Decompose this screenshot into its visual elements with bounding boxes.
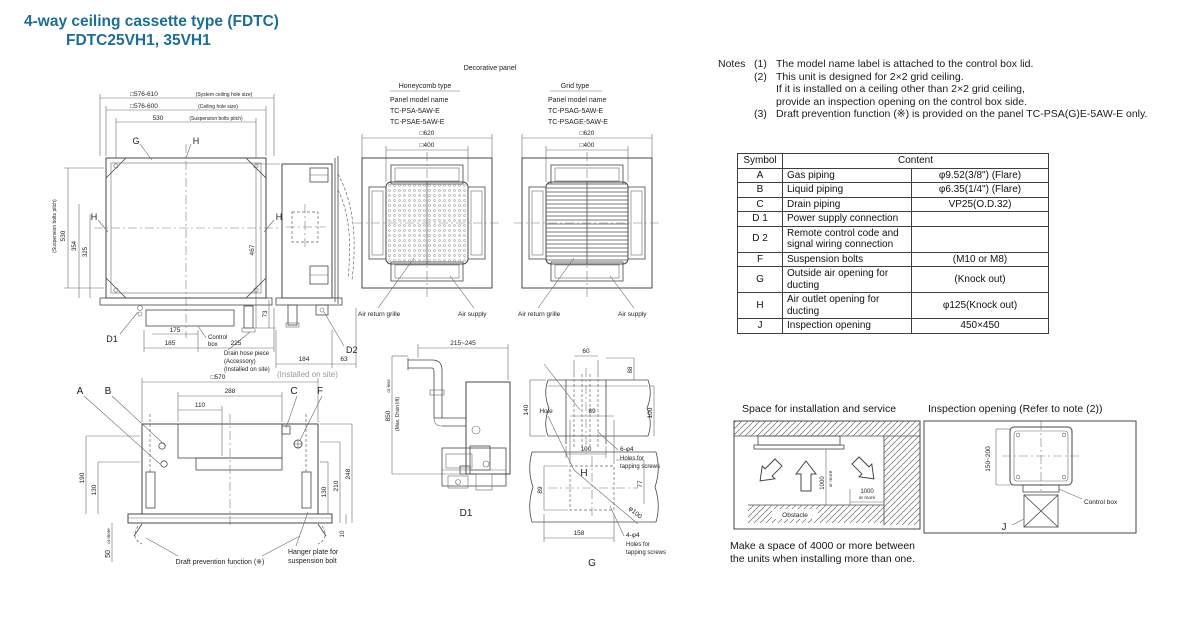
decorative-panel-drawing: [352, 58, 686, 350]
dim-850-note: (Max. Drain lift): [395, 397, 401, 431]
space-diagram-body: [734, 421, 920, 529]
note-1-text: The model name label is attached to the control box lid.: [776, 58, 1034, 70]
dim-185: 185: [164, 340, 176, 347]
symbol-cell: B: [738, 183, 783, 198]
decorative-panel-title: Decorative panel: [463, 65, 517, 72]
page-title: [24, 12, 279, 50]
honeycomb-air-return-label: Air return grille: [358, 311, 401, 318]
label-h-right: H: [275, 212, 283, 222]
dim-850: 850: [385, 410, 392, 422]
note-3-num: (3): [754, 108, 767, 121]
dim-88: 88: [628, 366, 634, 374]
honeycomb-model-label: Panel model name: [390, 97, 449, 104]
dim-system-ceiling-hole-note: (System ceiling hole size): [195, 92, 253, 98]
dim-77: 77: [637, 480, 644, 488]
symbol-cell: C: [738, 197, 783, 212]
symbol-cell: F: [738, 252, 783, 267]
grid-air-return-label: Air return grille: [518, 311, 561, 318]
note-2-text3: provide an inspection opening on the control box side.: [776, 95, 1028, 108]
dim-210: 210: [333, 480, 340, 492]
side-view-dimensions: [256, 164, 356, 368]
header-content: Content: [783, 154, 1049, 169]
honeycomb-air-supply-label: Air supply: [458, 311, 487, 318]
side-view-drawing: [246, 150, 368, 382]
dim-50: 50: [105, 550, 112, 558]
notes-block: [718, 58, 1147, 121]
honeycomb-dim-400: □400: [419, 142, 435, 149]
grid-model-2: TC-PSAGE-5AW-E: [548, 119, 608, 126]
dim-89-left: 89: [537, 486, 544, 494]
label-h-top: H: [192, 136, 200, 146]
dim-pitch-note: (Suspension bolts pitch): [189, 116, 243, 122]
note-3-text: Draft prevention function (※) is provided on the panel TC-PSA(G)E-5AW-E only.: [776, 108, 1148, 121]
name-cell: Gas piping: [783, 168, 912, 183]
arrow-left: [754, 456, 785, 487]
value-cell: φ125(Knock out): [912, 293, 1049, 319]
page-title-line1: 4-way ceiling cassette type (FDTC): [24, 13, 279, 30]
value-cell: (M10 or M8): [912, 252, 1049, 267]
note-2-cont2: [718, 96, 1147, 109]
d1-detail-label: D1: [459, 508, 473, 519]
space-diagram-caption: [730, 540, 915, 565]
h-section-label: H: [580, 468, 588, 479]
symbol-cell: G: [738, 267, 783, 293]
front-view-body: [128, 414, 332, 544]
honeycomb-model-1: TC-PSA-5AW-E: [390, 108, 440, 115]
symbol-cell: J: [738, 319, 783, 334]
front-view-drawing: [50, 366, 372, 574]
space-caption-line2: the units when installing more than one.: [730, 552, 916, 565]
inspection-diagram: [920, 417, 1140, 537]
label-b: B: [104, 386, 112, 397]
name-cell: Inspection opening: [783, 319, 912, 334]
dim-pitch-530: 530: [152, 115, 164, 122]
dim-175: 175: [169, 327, 181, 334]
dim-288: 288: [224, 388, 236, 395]
g-holes-count: 4-φ4: [626, 532, 640, 539]
label-drain-hose-1: Drain hose piece: [224, 351, 270, 357]
note-2-text2: If it is installed on a ceiling other than 2×2 grid ceiling,: [776, 83, 1025, 96]
value-cell: φ6.35(1/4") (Flare): [912, 183, 1049, 198]
symbol-cell: A: [738, 168, 783, 183]
obstacle-label: Obstacle: [782, 512, 808, 519]
label-draft-prevention: Draft prevention function (※): [175, 559, 265, 566]
label-hanger-1: Hanger plate for: [288, 549, 339, 556]
grid-panel: [514, 134, 660, 308]
name-cell: Drain piping: [783, 197, 912, 212]
symbol-content-table: [737, 153, 1049, 334]
dim-190: 190: [79, 472, 86, 484]
grid-model-1: TC-PSAG-5AW-E: [548, 108, 604, 115]
label-c: C: [290, 386, 298, 397]
dim-50-sub: or more: [106, 528, 111, 544]
dim-60: 60: [582, 348, 590, 355]
value-cell: 450×450: [912, 319, 1049, 334]
h-holes-text-2: tapping screws: [620, 464, 661, 470]
side-view-body: [276, 156, 354, 327]
inspection-diagram-body: [924, 421, 1136, 533]
dim-100-right: 100: [647, 407, 654, 419]
dim-130-left: 130: [91, 484, 98, 496]
honeycomb-model-2: TC-PSAE-5AW-E: [390, 119, 445, 126]
dim-89-top: 89: [588, 408, 596, 415]
note-2-cont: [718, 83, 1147, 96]
inspection-j-label: J: [1001, 522, 1007, 533]
label-drain-hose-3: (Installed on site): [224, 367, 270, 373]
space-dim-right-sub: or more: [858, 496, 876, 501]
table-row: [738, 319, 1049, 334]
g-section-label: G: [588, 558, 596, 569]
value-cell: φ9.52(3/8") (Flare): [912, 168, 1049, 183]
page-title-line2: FDTC25VH1, 35VH1: [66, 32, 211, 49]
dim-73: 73: [263, 310, 269, 318]
label-g: G: [132, 136, 140, 146]
inspection-control-box-label: Control box: [1084, 499, 1118, 506]
table-row: [738, 212, 1049, 227]
dim-184: 184: [298, 356, 310, 363]
inspection-diagram-title: Inspection opening (Refer to note (2)): [928, 403, 1103, 415]
h-holes-text-1: Holes for: [620, 456, 645, 462]
label-d1: D1: [106, 334, 118, 344]
note-2-num: (2): [754, 70, 767, 83]
label-h-left: H: [90, 212, 98, 222]
name-cell: Outside air opening for ducting: [783, 267, 912, 293]
value-cell: VP25(O.D.32): [912, 197, 1049, 212]
inspection-dim-150-200: 150~200: [985, 446, 992, 472]
g-holes-text-1: Holes for: [626, 542, 651, 548]
space-dim-center: 1000: [820, 476, 826, 490]
value-cell: [912, 226, 1049, 252]
g-detail-dimensions: [544, 416, 644, 542]
symbol-cell: H: [738, 293, 783, 319]
label-hanger-2: suspension bolt: [288, 558, 337, 565]
d1-detail-body: [442, 448, 506, 490]
dim-phi-100: φ100: [626, 505, 643, 521]
space-dim-right: 1000: [860, 489, 874, 495]
name-cell: Air outlet opening for ducting: [783, 293, 912, 319]
table-row: [738, 168, 1049, 183]
space-diagram: [728, 417, 926, 537]
symbol-cell: D 1: [738, 212, 783, 227]
note-2: [718, 71, 1147, 84]
label-control-box-2: box: [208, 342, 218, 348]
dim-354: 354: [72, 240, 78, 252]
dim-100-bottom: 100: [580, 446, 592, 453]
space-diagram-title: Space for installation and service: [742, 403, 897, 415]
grid-air-supply-label: Air supply: [618, 311, 647, 318]
dim-225: 225: [230, 340, 242, 347]
table-row: [738, 197, 1049, 212]
installed-on-site-note: (Installed on site): [277, 370, 338, 379]
g-hole-label: Hole: [539, 408, 553, 415]
grid-model-label: Panel model name: [548, 97, 607, 104]
dim-110: 110: [194, 402, 206, 409]
dim-63: 63: [340, 356, 348, 363]
space-caption-line1: Make a space of 4000 or more between: [730, 540, 916, 552]
note-2-text: This unit is designed for 2×2 grid ceiling.: [776, 70, 964, 83]
grid-dim-620: □620: [579, 130, 595, 137]
dim-10: 10: [340, 530, 346, 538]
value-cell: [912, 212, 1049, 227]
name-cell: Suspension bolts: [783, 252, 912, 267]
name-cell: Power supply connection: [783, 212, 912, 227]
space-dim-center-sub: or more: [829, 470, 834, 488]
value-cell: (Knock out): [912, 267, 1049, 293]
name-cell: Liquid piping: [783, 183, 912, 198]
dim-570: □570: [210, 374, 226, 381]
notes-label: Notes: [718, 58, 746, 70]
top-view-dimensions: [64, 94, 274, 352]
g-detail-drawing: [428, 390, 668, 572]
honeycomb-panel: [354, 134, 500, 308]
dim-325: 325: [83, 246, 89, 258]
h-holes-count: 6-φ4: [620, 446, 634, 453]
dim-ceiling-hole-note: (Ceiling hole size): [198, 104, 238, 110]
g-holes-text-2: tapping screws: [626, 550, 667, 556]
label-f: F: [316, 386, 324, 397]
dim-467: 467: [249, 244, 256, 256]
label-control-box-1: Control: [208, 335, 228, 341]
note-1-num: (1): [754, 58, 767, 70]
note-3: [718, 108, 1147, 121]
label-d2: D2: [346, 345, 358, 355]
dim-158: 158: [573, 530, 585, 537]
arrow-right: [849, 454, 880, 485]
note-1: [718, 58, 1147, 71]
dim-140: 140: [523, 404, 530, 416]
dim-left-pitch-530: 530: [60, 230, 67, 242]
header-symbol: Symbol: [738, 154, 783, 169]
dim-248: 248: [345, 468, 352, 480]
dim-130-right: 130: [321, 486, 328, 498]
honeycomb-dim-620: □620: [419, 130, 435, 137]
honeycomb-type-label: Honeycomb type: [398, 83, 452, 90]
grid-dim-400: □400: [579, 142, 595, 149]
name-cell: Remote control code and signal wiring connection: [783, 226, 912, 252]
dim-left-pitch-note: (Suspension bolts pitch): [52, 199, 58, 253]
table-row: [738, 293, 1049, 319]
table-row: [738, 183, 1049, 198]
table-row: [738, 267, 1049, 293]
table-row: [738, 226, 1049, 252]
label-drain-hose-2: (Accessory): [224, 359, 256, 365]
dim-system-ceiling-hole: □576-610: [130, 91, 158, 98]
grid-type-label: Grid type: [560, 83, 590, 90]
dim-850-sub: or less: [386, 379, 391, 393]
symbol-cell: D 2: [738, 226, 783, 252]
dim-215-245: 215~245: [450, 340, 476, 347]
table-row: [738, 252, 1049, 267]
label-a: A: [76, 386, 84, 397]
dim-ceiling-hole: □576-600: [130, 103, 158, 110]
table-header-row: [738, 154, 1049, 169]
